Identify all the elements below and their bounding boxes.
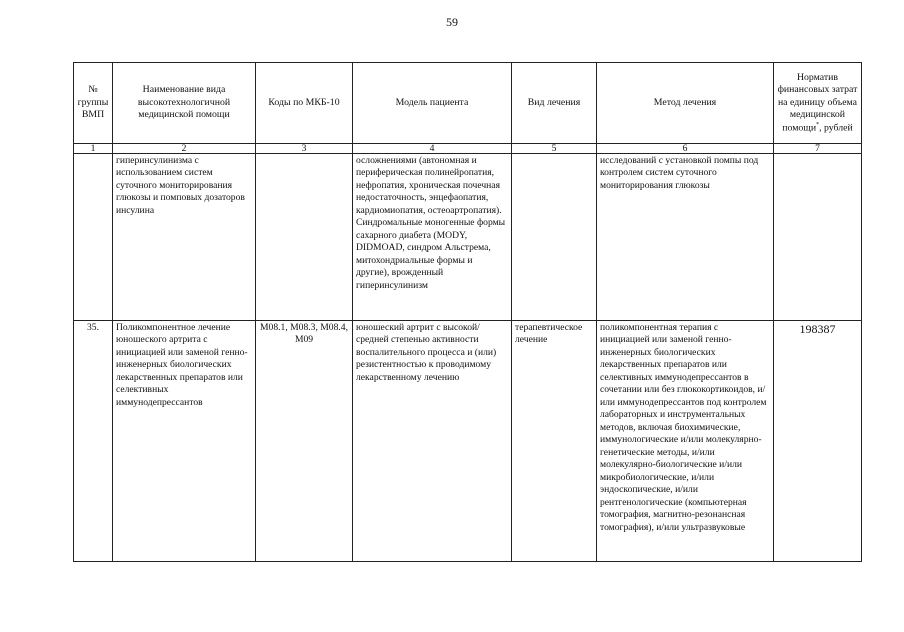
- treatment-method-cell: исследований с установкой помпы под контролем систем суточного мониторирования глюкозы: [597, 154, 774, 321]
- column-number: 7: [774, 144, 862, 154]
- treatment-type-cell: терапевтическое лечение: [512, 321, 597, 562]
- treatment-method-cell: поликомпонентная терапия с инициацией или заменой генно-инженерных биологических лекарственных препаратов или селективных иммунодепрессантов в сочетании или без глюкокортикоидов, и/или иммунодепрессантов под контролем лабораторных и инструментальных методов, включая биохимические, иммунологические и/или молекулярно-генетические методы, и/или молекулярно-биологические и/или микробиологические, и/или эндоскопические, и/или рентгенологические (компьютерная томография, магнитно-резонансная томография), и/или ультразвуковые: [597, 321, 774, 562]
- care-type-cell: Поликомпонентное лечение юношеского артрита с инициацией или заменой генно-инженерных биологических лекарственных препаратов или селективных иммунодепрессантов: [113, 321, 256, 562]
- header-cost-standard: [774, 63, 862, 144]
- column-number: 5: [512, 144, 597, 154]
- icd-codes-cell: M08.1, M08.3, M08.4, M09: [256, 321, 353, 562]
- treatment-type-cell: [512, 154, 597, 321]
- column-number-row: [74, 144, 862, 154]
- group-number-cell: 35.: [74, 321, 113, 562]
- group-number-cell: [74, 154, 113, 321]
- table-row: [74, 154, 862, 321]
- column-number: 6: [597, 144, 774, 154]
- icd-codes-cell: [256, 154, 353, 321]
- cost-cell: [774, 154, 862, 321]
- header-icd-codes: Коды по МКБ-10: [256, 63, 353, 144]
- column-number: 3: [256, 144, 353, 154]
- header-care-type-name: Наименование вида высокотехнологичной медицинской помощи: [113, 63, 256, 144]
- page-number: 59: [446, 15, 458, 29]
- header-cost-unit: , рублей: [819, 121, 853, 133]
- patient-model-cell: юношеский артрит с высокой/средней степенью активности воспалительного процесса и (или) резистентностью к проводимому лекарственному лечению: [353, 321, 512, 562]
- header-treatment-method: Метод лечения: [597, 63, 774, 144]
- header-group-number: № группы ВМП: [74, 63, 113, 144]
- table-row: [74, 321, 862, 562]
- column-number: 2: [113, 144, 256, 154]
- header-treatment-type: Вид лечения: [512, 63, 597, 144]
- cost-cell: 198387: [774, 321, 862, 562]
- header-cost-main: Норматив финансовых затрат на единицу объема медицинской помощи: [777, 71, 858, 133]
- care-type-cell: гиперинсулинизма с использованием систем суточного мониторирования глюкозы и помповых дозаторов инсулина: [113, 154, 256, 321]
- hmc-table: [73, 62, 862, 562]
- header-patient-model: Модель пациента: [353, 63, 512, 144]
- table-header-row: [74, 63, 862, 144]
- column-number: 1: [74, 144, 113, 154]
- column-number: 4: [353, 144, 512, 154]
- footnote-mark: *: [816, 121, 820, 128]
- patient-model-cell: осложнениями (автономная и периферическая полинейропатия, нефропатия, хроническая почечная недостаточность, энцефаопатия, кардиомиопатия, остеоартропатия). Синдромальные моногенные формы сахарного диабета (MODY, DIDMOAD, синдром Альстрема, митохондриальные формы и другие), врожденный гиперинсулинизм: [353, 154, 512, 321]
